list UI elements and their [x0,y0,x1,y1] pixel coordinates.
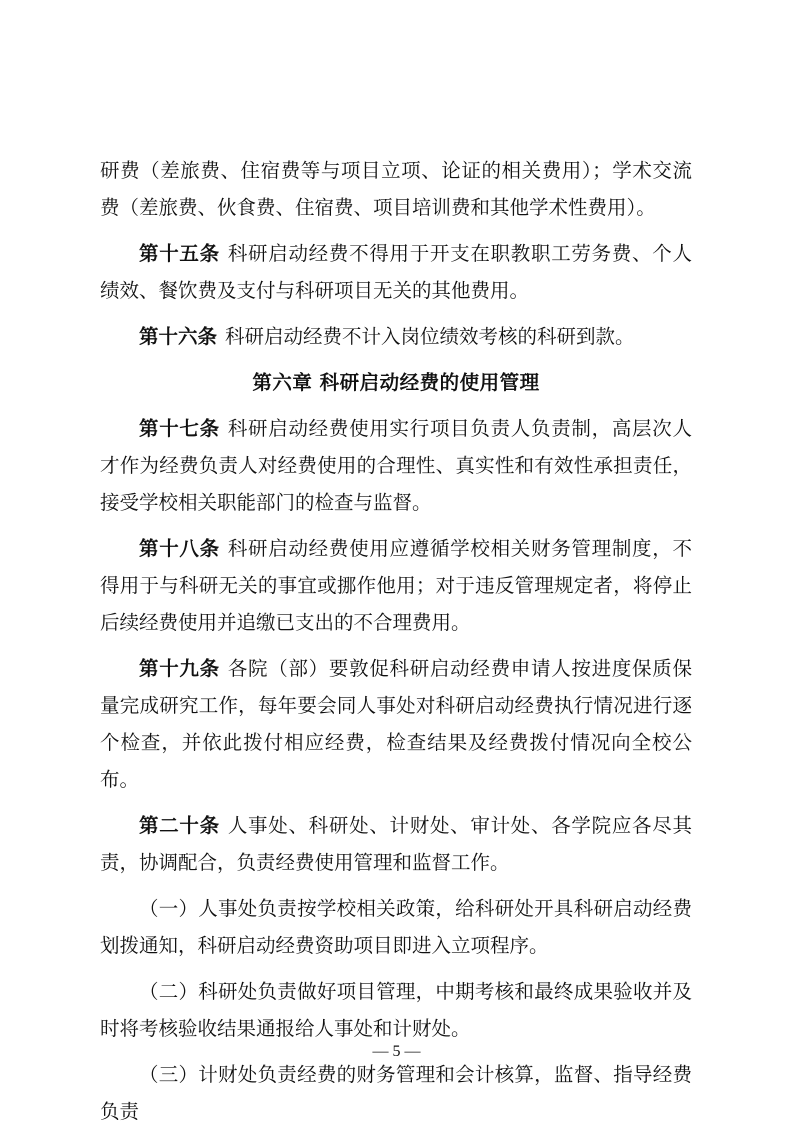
article-15-text: 科研启动经费不得用于开支在职教职工劳务费、个人绩效、餐饮费及支付与科研项目无关的其他费用。 [100,242,692,302]
article-19 [100,650,692,798]
article-17-text: 科研启动经费使用实行项目负责人负责制，高层次人才作为经费负责人对经费使用的合理性、真实性和有效性承担责任，接受学校相关职能部门的检查与监督。 [100,417,692,514]
document-body [100,152,692,1139]
chapter-heading: 第六章 科研启动经费的使用管理 [252,371,540,394]
article-16-text: 科研启动经费不计入岗位绩效考核的科研到款。 [225,325,635,348]
article-19-text: 各院（部）要敦促科研启动经费申请人按进度保质保量完成研究工作，每年要会同人事处对科研启动经费执行情况进行逐个检查，并依此拨付相应经费，检查结果及经费拨付情况向全校公布。 [100,657,692,791]
paragraph-continuation: 研费（差旅费、住宿费等与项目立项、论证的相关费用）；学术交流费（差旅费、伙食费、住宿费、项目培训费和其他学术性费用）。 [100,159,692,219]
article-18-label: 第十八条 [139,537,220,560]
article-17 [100,410,692,521]
article-18-text: 科研启动经费使用应遵循学校相关财务管理制度，不得用于与科研无关的事宜或挪作他用；对于违反管理规定者，将停止后续经费使用并追缴已支出的不合理费用。 [100,537,692,634]
article-15-label: 第十五条 [139,242,220,265]
article-17-label: 第十七条 [139,417,220,440]
list-item-1: （一）人事处负责按学校相关政策，给科研处开具科研启动经费划拨通知，科研启动经费资助项目即进入立项程序。 [100,897,692,957]
article-15 [100,235,692,309]
page-number: — 5 — [372,1043,421,1060]
list-item-2: （二）科研处负责做好项目管理，中期考核和最终成果验收并及时将考核验收结果通报给人事处和计财处。 [100,980,692,1040]
article-20-text: 人事处、科研处、计财处、审计处、各学院应各尽其责，协调配合，负责经费使用管理和监督工作。 [100,814,692,874]
article-19-label: 第十九条 [139,657,220,680]
list-item-3: （三）计财处负责经费的财务管理和会计核算，监督、指导经费负责 [100,1063,692,1123]
article-18 [100,530,692,641]
article-16-label: 第十六条 [139,325,218,348]
article-16 [100,318,692,355]
article-20-label: 第二十条 [139,814,220,837]
article-20 [100,807,692,881]
